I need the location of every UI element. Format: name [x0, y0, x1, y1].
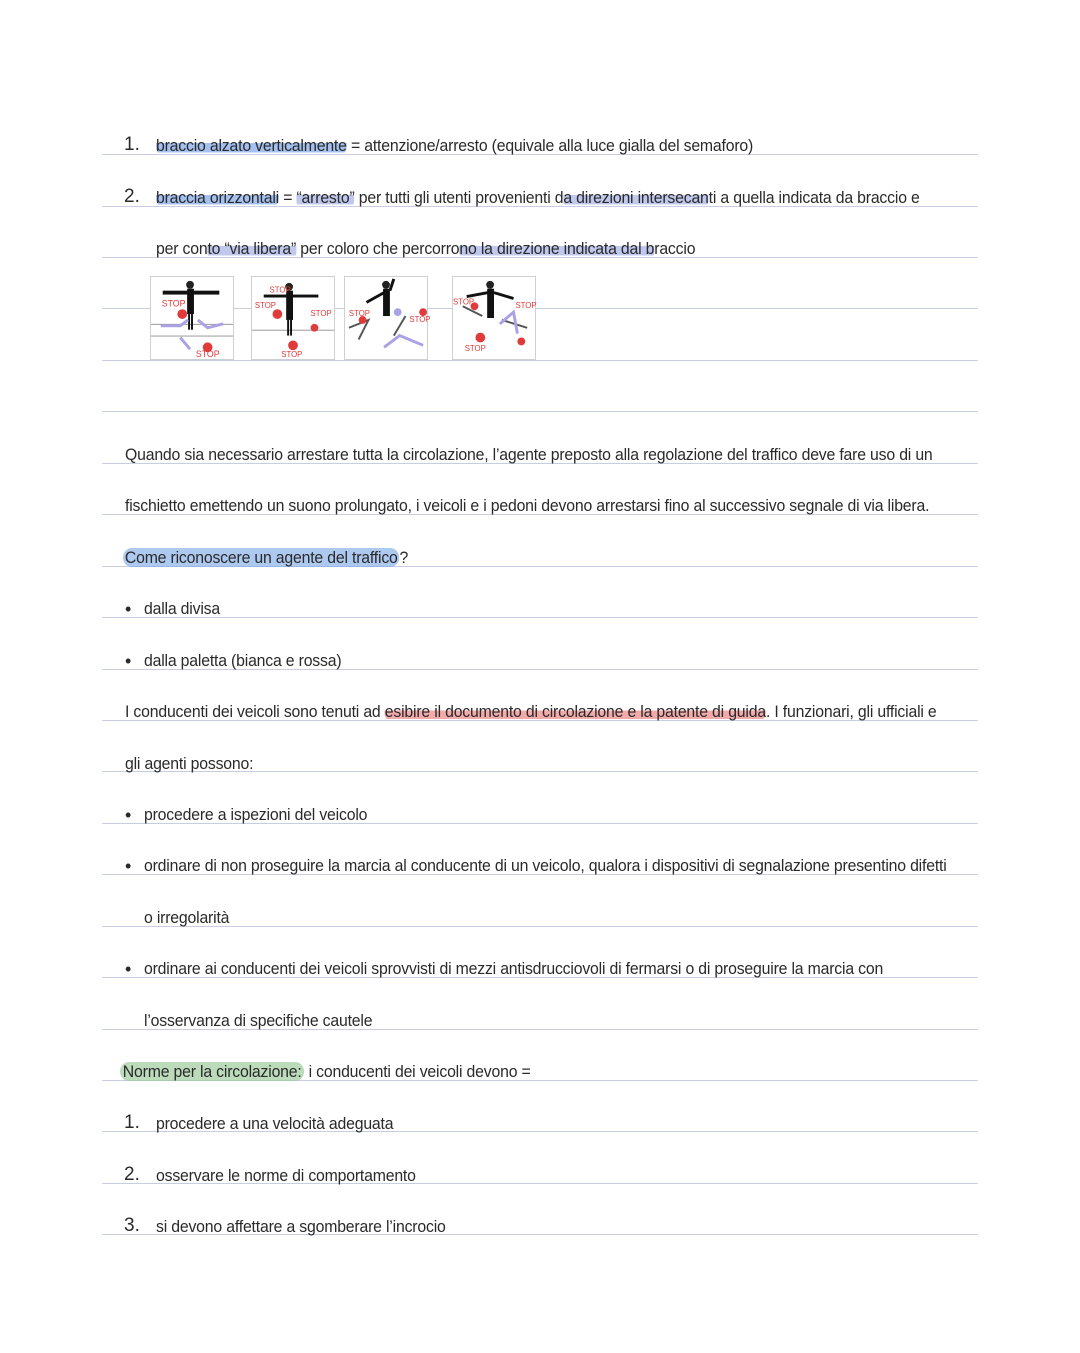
section-question: Come riconoscere un agente del traffico ?	[124, 548, 409, 567]
list-item: ordinare di non proseguire la marcia al conducente di un veicolo, qualora i dispositivi di segnalazione presentino difetti	[144, 856, 947, 875]
list-number: 1.	[124, 134, 140, 155]
highlight-green: Norme per la circolazione:	[120, 1062, 304, 1081]
traffic-officer-figure	[453, 277, 535, 359]
svg-text:STOP: STOP	[254, 301, 277, 311]
highlight-blue: Come riconoscere un agente del traffico	[124, 548, 398, 567]
traffic-officer-figure	[151, 277, 233, 359]
highlight-lavender: to “via libera”	[207, 239, 297, 258]
rule-line	[102, 360, 978, 361]
paragraph-line: fischietto emettendo un suono prolungato, i veicoli e i pedoni devono arrestarsi fino al successivo segnale di via libera.	[125, 496, 930, 515]
list-item-continuation: l’osservanza di specifiche cautele	[144, 1011, 373, 1030]
svg-text:STOP: STOP	[269, 285, 291, 295]
list-item-arm-raised: braccio alzato verticalmente = attenzione/arresto (equivale alla luce gialla del semaforo)	[156, 136, 754, 155]
svg-text:STOP: STOP	[348, 309, 370, 319]
list-number: 2.	[124, 1164, 140, 1185]
highlight-lavender: “arresto”	[296, 188, 355, 207]
list-item-arms-horizontal: braccia orizzontali = “arresto” per tutti gli utenti provenienti da direzioni intersecanti a quella indicata da braccio e	[156, 188, 920, 207]
list-item: dalla divisa	[144, 599, 220, 618]
list-item: si devono affettare a sgomberare l’incrocio	[156, 1217, 446, 1236]
list-number: 1.	[124, 1112, 140, 1133]
highlight-blue: braccia orizzontali	[156, 188, 280, 207]
highlight-red: esibire il documento di circolazione e la patente di guida	[384, 702, 766, 721]
rule-line	[102, 926, 978, 927]
list-item: ordinare ai conducenti dei veicoli sprovvisti di mezzi antisdrucciovoli di fermarsi o di proseguire la marcia con	[144, 959, 884, 978]
svg-text:STOP: STOP	[195, 349, 220, 360]
list-item-continuation: per conto “via libera” per coloro che percorrono la direzione indicata dal braccio	[156, 239, 696, 258]
highlight-lavender: no la direzione indicata dal b	[459, 239, 655, 258]
svg-text:STOP: STOP	[464, 344, 486, 354]
bullet-icon: •	[125, 959, 132, 979]
highlight-lavender: a direzioni intersecan	[563, 188, 709, 207]
svg-text:STOP: STOP	[515, 301, 537, 311]
list-item: dalla paletta (bianca e rossa)	[144, 651, 342, 670]
list-item: procedere a ispezioni del veicolo	[144, 805, 368, 824]
paragraph-line: gli agenti possono:	[125, 754, 254, 773]
section-norme: Norme per la circolazione: i conducenti dei veicoli devono =	[120, 1057, 531, 1087]
bullet-icon: •	[125, 805, 132, 825]
traffic-officer-image	[344, 276, 431, 360]
traffic-officer-image	[251, 276, 335, 360]
bullet-icon: •	[125, 856, 132, 876]
svg-text:STOP: STOP	[310, 309, 332, 319]
svg-text:STOP: STOP	[161, 298, 186, 309]
paragraph-line: I conducenti dei veicoli sono tenuti ad esibire il documento di circolazione e la patente di guida. I funzionari, gli ufficiali e	[125, 702, 937, 721]
list-item: procedere a una velocità adeguata	[156, 1114, 394, 1133]
svg-text:STOP: STOP	[453, 297, 475, 307]
paragraph-line: Quando sia necessario arrestare tutta la circolazione, l’agente preposto alla regolazione del traffico deve fare uso di un	[125, 445, 933, 464]
list-number: 2.	[124, 186, 140, 207]
list-item-continuation: o irregolarità	[144, 908, 230, 927]
list-item: osservare le norme di comportamento	[156, 1166, 416, 1185]
traffic-officer-figure	[252, 277, 334, 359]
svg-text:STOP: STOP	[409, 314, 431, 324]
bullet-icon: •	[125, 651, 132, 671]
list-number: 3.	[124, 1215, 140, 1236]
rule-line	[102, 411, 978, 412]
rule-line	[102, 617, 978, 618]
traffic-officer-figure	[345, 277, 431, 359]
traffic-officer-image	[452, 276, 536, 360]
highlight-blue: braccio alzato verticalmente	[156, 136, 347, 155]
svg-text:STOP: STOP	[281, 350, 303, 360]
traffic-officer-image	[150, 276, 234, 360]
bullet-icon: •	[125, 599, 132, 619]
